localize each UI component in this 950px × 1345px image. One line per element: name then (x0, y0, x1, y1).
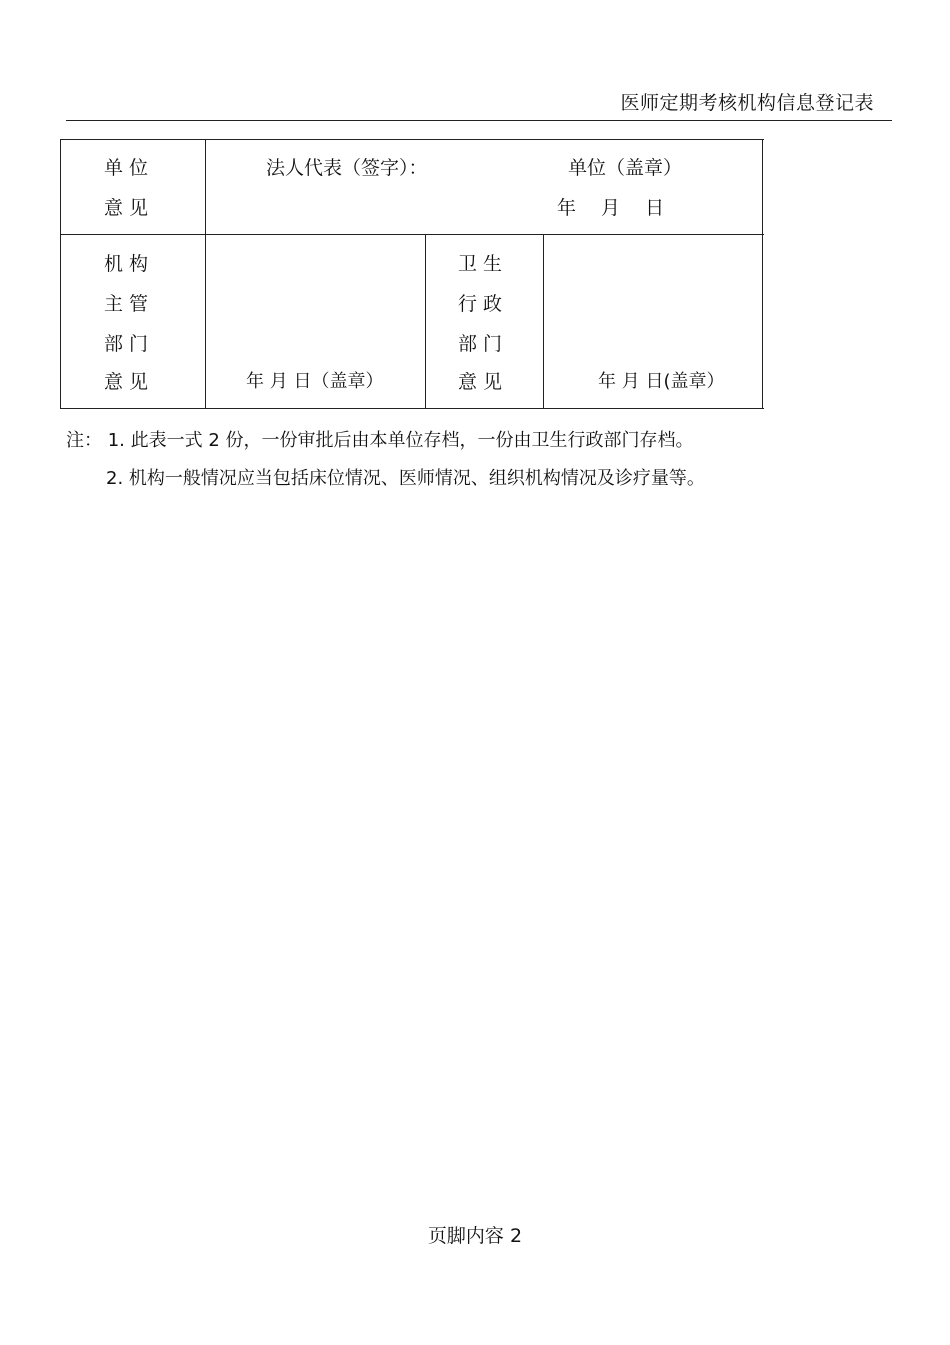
health-admin-label-line1: 卫 生 (458, 253, 503, 275)
authority-label-line2: 主 管 (104, 293, 149, 315)
unit-opinion-label-line2: 意 见 (104, 197, 149, 219)
opinion-form-table (60, 139, 764, 409)
authority-label-line4: 意 见 (104, 371, 149, 393)
row-divider (60, 234, 764, 235)
table-border-top (60, 139, 764, 140)
header-divider (66, 120, 892, 121)
table-border-left (60, 139, 61, 409)
authority-date-seal: 年 月 日（盖章） (246, 371, 384, 392)
health-admin-label-line3: 部 门 (458, 333, 503, 355)
authority-column-divider (425, 234, 426, 409)
unit-seal-label: 单位（盖章） (568, 157, 683, 179)
unit-opinion-date: 年 月 日 (557, 197, 665, 219)
health-admin-label-line2: 行 政 (458, 293, 503, 315)
health-admin-label-line4: 意 见 (458, 371, 503, 393)
table-border-bottom (60, 408, 764, 409)
health-admin-date-seal: 年 月 日(盖章） (598, 371, 725, 392)
header-title: 医师定期考核机构信息登记表 (620, 92, 874, 114)
legal-representative-signature-label: 法人代表（签字）： (266, 157, 428, 179)
table-border-right (762, 139, 763, 409)
label-column-divider (205, 139, 206, 409)
note-line-2: 2. 机构一般情况应当包括床位情况、医师情况、组织机构情况及诊疗量等。 (106, 468, 705, 489)
authority-label-line1: 机 构 (104, 253, 149, 275)
page-footer: 页脚内容 2 (427, 1225, 523, 1247)
note-line-1: 注： 1. 此表一式 2 份，一份审批后由本单位存档，一份由卫生行政部门存档。 (66, 430, 694, 451)
health-label-column-divider (543, 234, 544, 409)
unit-opinion-label-line1: 单 位 (104, 157, 149, 179)
authority-label-line3: 部 门 (104, 333, 149, 355)
